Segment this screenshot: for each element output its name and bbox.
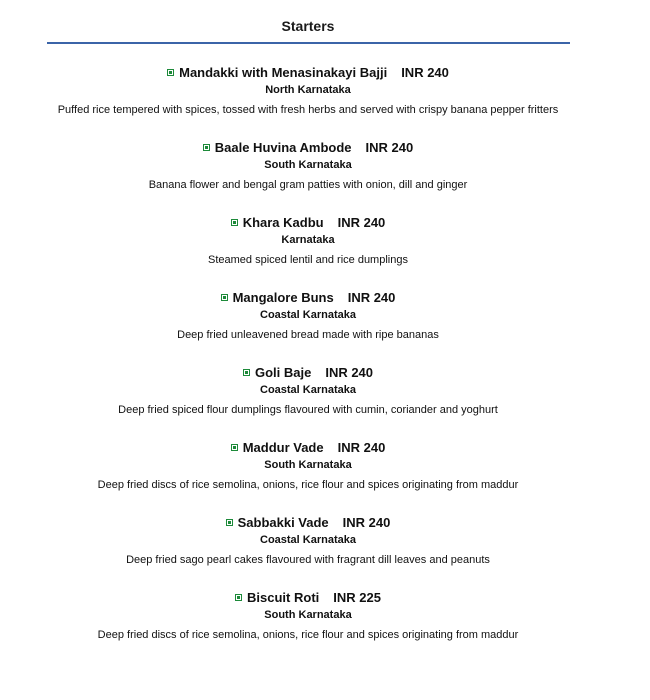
menu-item	[0, 438, 616, 495]
menu-item-description: Deep fried sago pearl cakes flavoured with fragrant dill leaves and peanuts	[126, 554, 490, 566]
menu-item-header	[0, 363, 616, 381]
menu-item-price: INR 240	[337, 214, 386, 230]
menu-item-name: Sabbakki Vade	[237, 514, 329, 530]
menu-item-description: Deep fried discs of rice semolina, onions, rice flour and spices originating from maddur	[97, 479, 519, 491]
menu-item-description: Puffed rice tempered with spices, tossed with fresh herbs and served with crispy banana pepper fritters	[57, 104, 559, 116]
veg-icon	[243, 369, 250, 376]
veg-icon	[167, 69, 174, 76]
menu-item-region: South Karnataka	[264, 159, 352, 171]
veg-icon	[221, 294, 228, 301]
veg-icon	[231, 444, 238, 451]
menu-item-description: Banana flower and bengal gram patties with onion, dill and ginger	[148, 179, 468, 191]
menu-item-header	[0, 213, 616, 231]
menu-list	[0, 63, 616, 663]
menu-item-price: INR 240	[325, 364, 374, 380]
menu-item-header	[0, 438, 616, 456]
menu-item-header	[0, 63, 616, 81]
menu-item	[0, 288, 616, 345]
menu-item	[0, 63, 616, 120]
menu-item-description: Deep fried unleavened bread made with ripe bananas	[177, 329, 439, 341]
menu-item-name: Mandakki with Menasinakayi Bajji	[179, 64, 388, 80]
menu-item-price: INR 240	[401, 64, 449, 80]
menu-item-header	[0, 513, 616, 531]
menu-item-description: Steamed spiced lentil and rice dumplings	[208, 254, 408, 266]
menu-item-header	[0, 288, 616, 306]
veg-icon	[231, 219, 238, 226]
menu-item-name: Biscuit Roti	[247, 589, 320, 605]
menu-item	[0, 363, 616, 420]
veg-icon	[235, 594, 242, 601]
veg-icon	[203, 144, 210, 151]
menu-item-price: INR 240	[347, 289, 396, 305]
menu-item	[0, 213, 616, 270]
menu-item-price: INR 240	[342, 514, 391, 530]
menu-item-name: Khara Kadbu	[242, 214, 324, 230]
menu-item-name: Goli Baje	[254, 364, 312, 380]
menu-item-header	[0, 588, 616, 606]
menu-item-region: Coastal Karnataka	[260, 534, 356, 546]
menu-item	[0, 513, 616, 570]
menu-item	[0, 138, 616, 195]
menu-item-price: INR 240	[365, 139, 414, 155]
menu-item-name: Baale Huvina Ambode	[214, 139, 352, 155]
menu-item-price: INR 240	[337, 439, 386, 455]
menu-item	[0, 588, 616, 645]
menu-item-region: South Karnataka	[264, 459, 352, 471]
menu-item-description: Deep fried spiced flour dumplings flavoured with cumin, coriander and yoghurt	[118, 404, 498, 416]
menu-item-region: North Karnataka	[265, 84, 351, 96]
section-divider	[47, 42, 570, 44]
menu-item-name: Mangalore Buns	[232, 289, 334, 305]
menu-item-region: Karnataka	[281, 234, 335, 246]
menu-item-region: Coastal Karnataka	[260, 309, 356, 321]
veg-icon	[226, 519, 233, 526]
menu-item-region: Coastal Karnataka	[260, 384, 356, 396]
menu-item-region: South Karnataka	[264, 609, 352, 621]
menu-item-description: Deep fried discs of rice semolina, onions, rice flour and spices originating from maddur	[97, 629, 519, 641]
menu-item-header	[0, 138, 616, 156]
section-title: Starters	[281, 18, 335, 34]
menu-item-price: INR 225	[333, 589, 381, 605]
menu-item-name: Maddur Vade	[242, 439, 324, 455]
